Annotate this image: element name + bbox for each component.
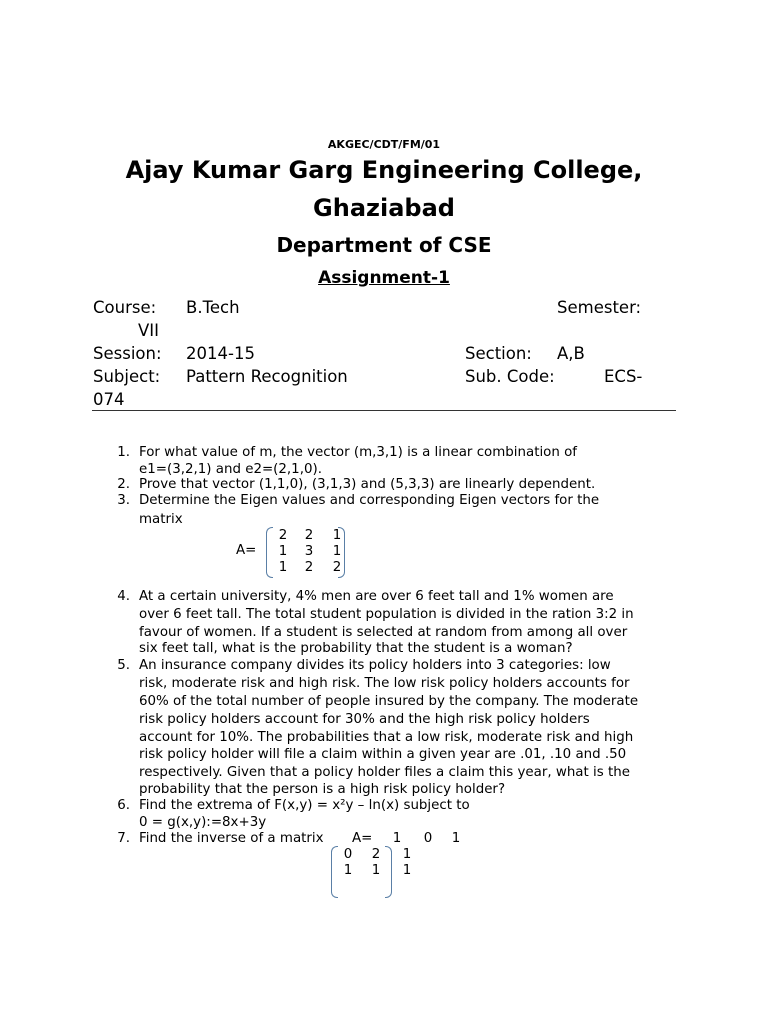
matrix-cell: 0 <box>343 847 353 862</box>
subcode-value-continued: 074 <box>93 390 125 409</box>
semester-label: Semester: <box>557 298 642 317</box>
matrix-label: A= <box>352 831 373 846</box>
question-6-line: Find the extrema of F(x,y) = x²y – ln(x) subject to <box>139 798 470 813</box>
question-number: 3. <box>117 493 130 508</box>
course-label: Course: <box>93 298 157 317</box>
college-name-line1: Ajay Kumar Garg Engineering College, <box>125 156 643 184</box>
session-value: 2014-15 <box>186 344 255 363</box>
question-number: 4. <box>117 589 130 604</box>
session-label: Session: <box>93 344 162 363</box>
matrix-cell: 1 <box>402 863 412 878</box>
matrix-label: A= <box>236 543 257 558</box>
question-5-line: 60% of the total number of people insured by the company. The moderate <box>139 694 639 709</box>
subject-label: Subject: <box>93 367 161 386</box>
question-number: 2. <box>117 477 130 492</box>
college-name-line2: Ghaziabad <box>313 194 455 222</box>
header-divider <box>92 410 676 411</box>
course-value: B.Tech <box>186 298 240 317</box>
subcode-value: ECS- <box>604 367 643 386</box>
question-4-line: At a certain university, 4% men are over 6 feet tall and 1% women are <box>139 589 614 604</box>
question-5-line: probability that the person is a high risk policy holder? <box>139 782 506 797</box>
matrix-cell: 1 <box>278 544 288 559</box>
question-5-line: risk, moderate risk and high risk. The low risk policy holders accounts for <box>139 676 630 691</box>
question-1-line: For what value of m, the vector (m,3,1) is a linear combination of <box>139 445 578 460</box>
question-5-line: respectively. Given that a policy holder files a claim this year, what is the <box>139 765 630 780</box>
matrix-cell: 2 <box>304 560 314 575</box>
matrix-left-bracket <box>266 527 273 578</box>
subcode-label: Sub. Code: <box>465 367 555 386</box>
question-7-line: Find the inverse of a matrix <box>139 831 324 846</box>
question-3-line: matrix <box>139 512 183 527</box>
matrix-cell: 1 <box>332 528 342 543</box>
section-label: Section: <box>465 344 532 363</box>
question-number: 1. <box>117 445 130 460</box>
question-5-line: risk policy holders account for 30% and the high risk policy holders <box>139 712 590 727</box>
matrix-cell: 2 <box>332 560 342 575</box>
semester-value: VII <box>138 321 160 340</box>
question-5-line: account for 10%. The probabilities that a low risk, moderate risk and high <box>139 730 634 745</box>
subject-value: Pattern Recognition <box>186 367 348 386</box>
question-number: 7. <box>117 831 130 846</box>
matrix-cell: 1 <box>371 863 381 878</box>
question-number: 5. <box>117 658 130 673</box>
question-6-line: 0 = g(x,y):=8x+3y <box>139 815 267 830</box>
question-number: 6. <box>117 798 130 813</box>
question-5-line: An insurance company divides its policy holders into 3 categories: low <box>139 658 611 673</box>
question-4-line: favour of women. If a student is selected at random from among all over <box>139 625 628 640</box>
form-code: AKGEC/CDT/FM/01 <box>327 138 441 151</box>
matrix-cell: 1 <box>402 847 412 862</box>
department-title: Department of CSE <box>276 233 492 257</box>
matrix-cell: 0 <box>423 831 433 846</box>
question-4-line: six feet tall, what is the probability that the student is a woman? <box>139 641 573 656</box>
assignment-title: Assignment-1 <box>318 268 450 288</box>
matrix-left-bracket <box>331 846 338 898</box>
matrix-cell: 2 <box>278 528 288 543</box>
matrix-cell: 1 <box>343 863 353 878</box>
matrix-cell: 1 <box>278 560 288 575</box>
matrix-cell: 3 <box>304 544 314 559</box>
matrix-cell: 1 <box>332 544 342 559</box>
matrix-cell: 1 <box>392 831 402 846</box>
question-2-line: Prove that vector (1,1,0), (3,1,3) and (5,3,3) are linearly dependent. <box>139 477 596 492</box>
section-value: A,B <box>557 344 585 363</box>
question-3-line: Determine the Eigen values and corresponding Eigen vectors for the <box>139 493 600 508</box>
matrix-cell: 2 <box>371 847 381 862</box>
question-5-line: risk policy holder will file a claim within a given year are .01, .10 and .50 <box>139 747 627 762</box>
matrix-right-bracket <box>385 846 392 898</box>
matrix-cell: 1 <box>451 831 461 846</box>
matrix-cell: 2 <box>304 528 314 543</box>
question-1-line: e1=(3,2,1) and e2=(2,1,0). <box>139 462 322 477</box>
question-4-line: over 6 feet tall. The total student population is divided in the ration 3:2 in <box>139 607 634 622</box>
